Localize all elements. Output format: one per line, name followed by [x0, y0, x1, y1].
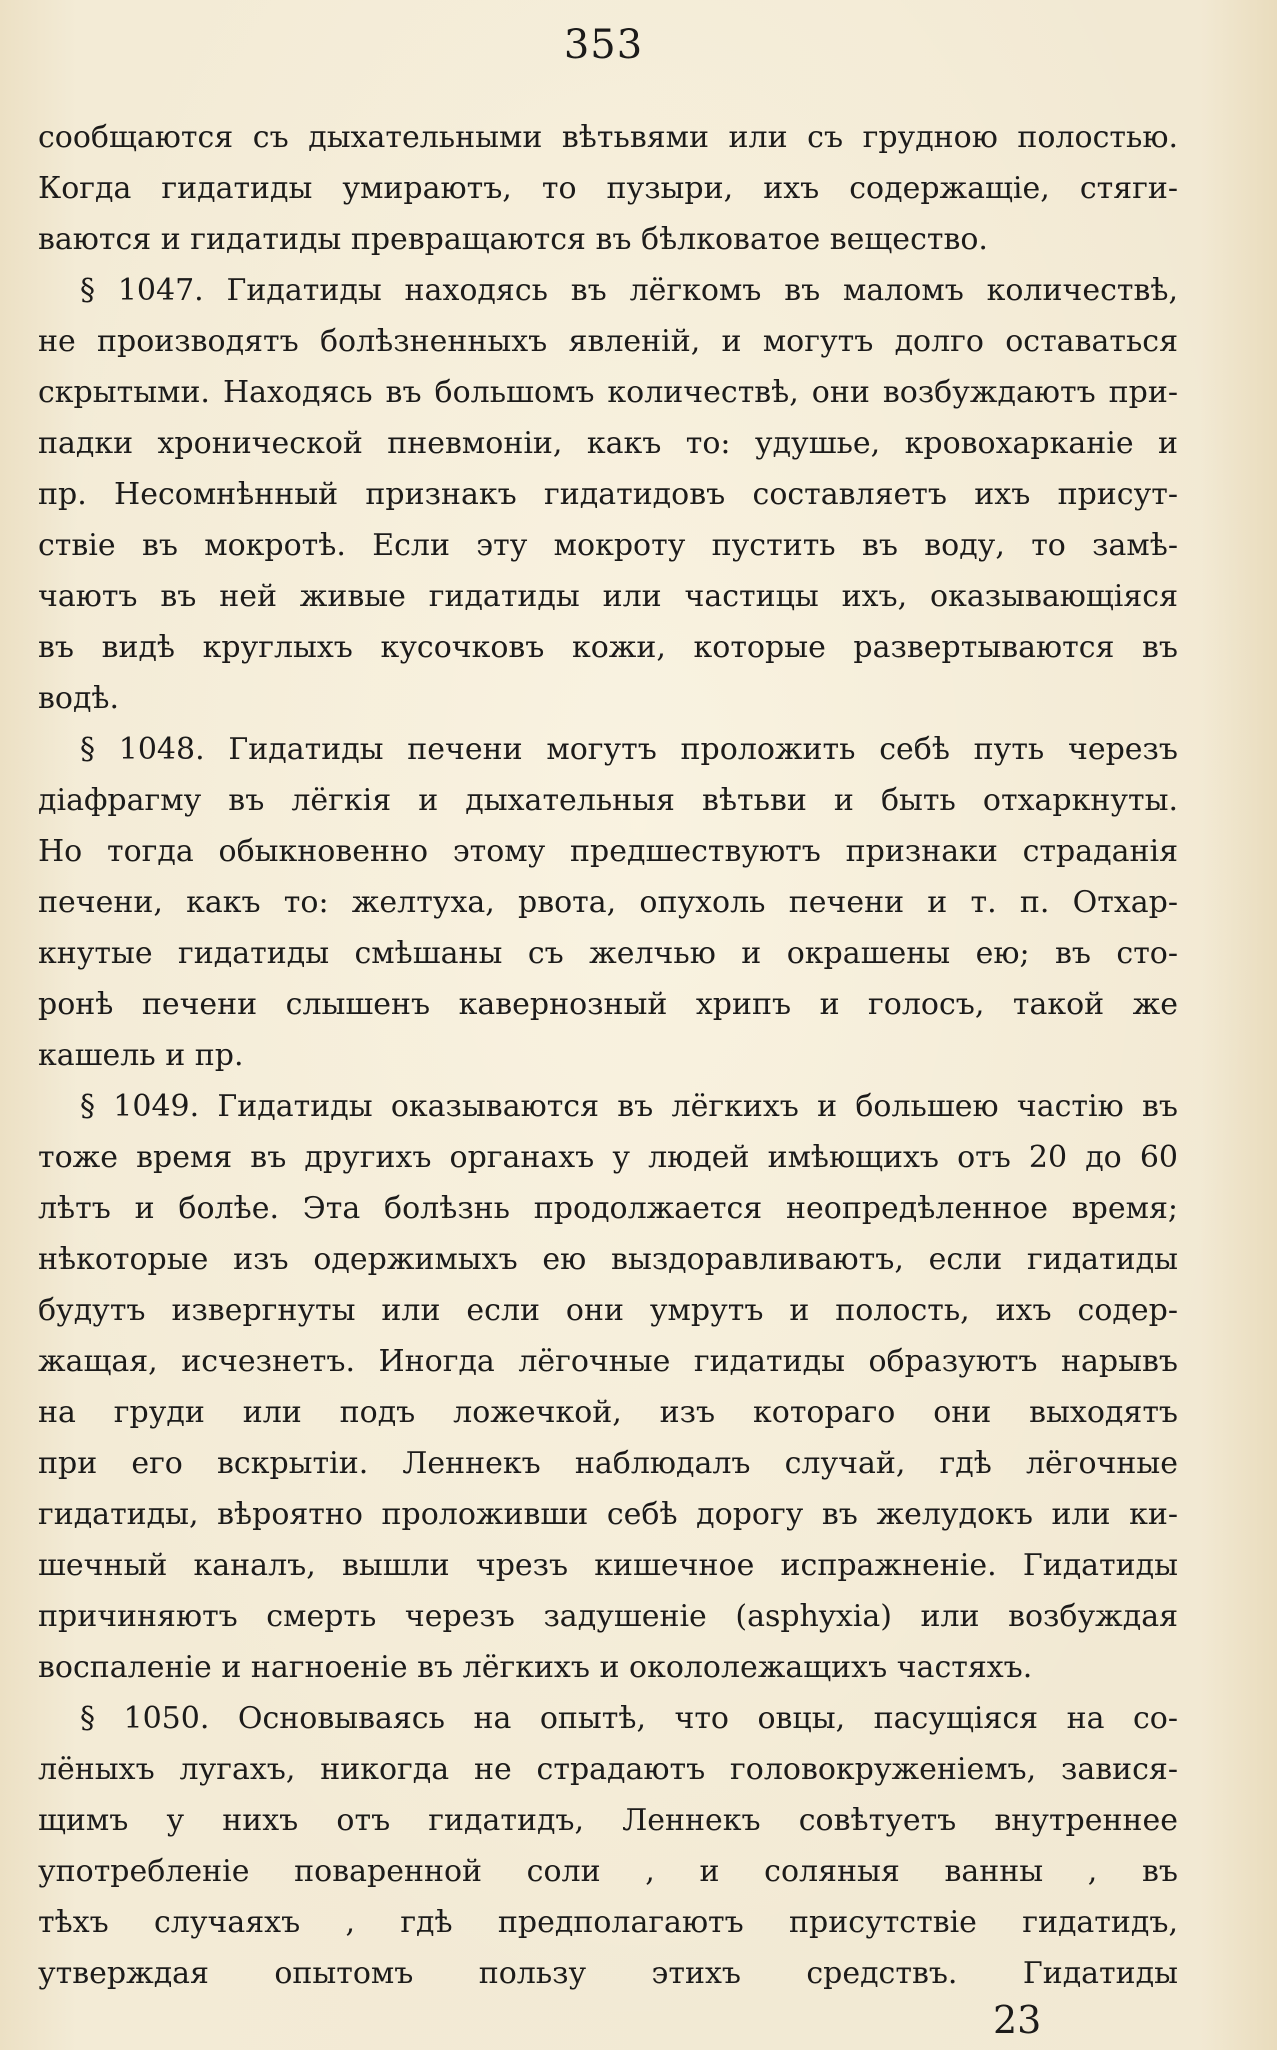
text-line: воспаленіе и нагноеніе въ лёгкихъ и окололежащихъ частяхъ.	[38, 1650, 1033, 1685]
text-line: употребленіе поваренной соли , и соляныя ванны , въ	[38, 1854, 1178, 1889]
text-line: въ видѣ круглыхъ кусочковъ кожи, которые развертываются въ	[38, 630, 1178, 665]
text-line: нѣкоторые изъ одержимыхъ ею выздоравливаютъ, если гидатиды	[38, 1242, 1178, 1277]
text-line: жащая, исчезнетъ. Иногда лёгочные гидатиды образуютъ нарывъ	[38, 1344, 1178, 1379]
text-line: на груди или подъ ложечкой, изъ котораго они выходятъ	[38, 1395, 1178, 1430]
text-line: § 1049. Гидатиды оказываются въ лёгкихъ и большею частію въ	[80, 1089, 1178, 1124]
text-line: водѣ.	[38, 681, 120, 716]
page-number: 353	[563, 22, 644, 68]
text-line: причиняютъ смерть черезъ задушеніе (asphyxia) или возбуждая	[38, 1599, 1178, 1634]
text-line: чаютъ въ ней живые гидатиды или частицы ихъ, оказывающіяся	[38, 579, 1178, 614]
text-line: скрытыми. Находясь въ большомъ количествѣ, они возбуждаютъ при-	[38, 375, 1178, 410]
text-line: гидатиды, вѣроятно проложивши себѣ дорогу въ желудокъ или ки-	[38, 1497, 1178, 1532]
text-line: кнутые гидатиды смѣшаны съ желчью и окрашены ею; въ сто-	[38, 936, 1178, 971]
text-line: шечный каналъ, вышли чрезъ кишечное испражненіе. Гидатиды	[38, 1548, 1178, 1583]
text-line: при его вскрытіи. Леннекъ наблюдалъ случай, гдѣ лёгочные	[38, 1446, 1178, 1481]
text-line: лёныхъ лугахъ, никогда не страдаютъ головокруженіемъ, завися-	[38, 1752, 1178, 1787]
signature-mark: 23	[993, 1998, 1042, 2042]
text-line: § 1050. Основываясь на опытѣ, что овцы, пасущіяся на со-	[80, 1701, 1178, 1736]
text-line: ствіе въ мокротѣ. Если эту мокроту пустить въ воду, то замѣ-	[38, 528, 1178, 563]
text-line: падки хронической пневмоніи, какъ то: удушье, кровохарканіе и	[38, 426, 1178, 461]
text-line: сообщаются съ дыхательными вѣтьвями или съ грудною полостью.	[38, 120, 1178, 155]
text-line: пр. Несомнѣнный признакъ гидатидовъ составляетъ ихъ присут-	[38, 477, 1178, 512]
text-line: ронѣ печени слышенъ кавернозный хрипъ и голосъ, такой же	[38, 987, 1178, 1022]
text-line: печени, какъ то: желтуха, рвота, опухоль печени и т. п. Отхар-	[38, 885, 1178, 920]
text-line: тѣхъ случаяхъ , гдѣ предполагаютъ присутствіе гидатидъ,	[38, 1905, 1178, 1940]
text-line: щимъ у нихъ отъ гидатидъ, Леннекъ совѣтуетъ внутреннее	[38, 1803, 1178, 1838]
text-line: тоже время въ другихъ органахъ у людей имѣющихъ отъ 20 до 60	[38, 1140, 1178, 1175]
text-line: § 1047. Гидатиды находясь въ лёгкомъ въ маломъ количествѣ,	[80, 273, 1178, 308]
text-line: утверждая опытомъ пользу этихъ средствъ. Гидатиды	[38, 1956, 1178, 1991]
text-line: не производятъ болѣзненныхъ явленій, и могутъ долго оставаться	[38, 324, 1178, 359]
text-line: кашель и пр.	[38, 1038, 244, 1073]
text-line: Когда гидатиды умираютъ, то пузыри, ихъ содержащіе, стяги-	[38, 171, 1178, 206]
body-text	[38, 112, 1178, 1999]
text-line: ваются и гидатиды превращаются въ бѣлковатое вещество.	[38, 222, 988, 257]
text-line: § 1048. Гидатиды печени могутъ проложить себѣ путь черезъ	[80, 732, 1178, 767]
text-line: Но тогда обыкновенно этому предшествуютъ признаки страданія	[38, 834, 1178, 869]
text-line: будутъ извергнуты или если они умрутъ и полость, ихъ содер-	[38, 1293, 1178, 1328]
text-line: лѣтъ и болѣе. Эта болѣзнь продолжается неопредѣленное время;	[38, 1191, 1178, 1226]
text-line: діафрагму въ лёгкія и дыхательныя вѣтьви и быть отхаркнуты.	[38, 783, 1178, 818]
